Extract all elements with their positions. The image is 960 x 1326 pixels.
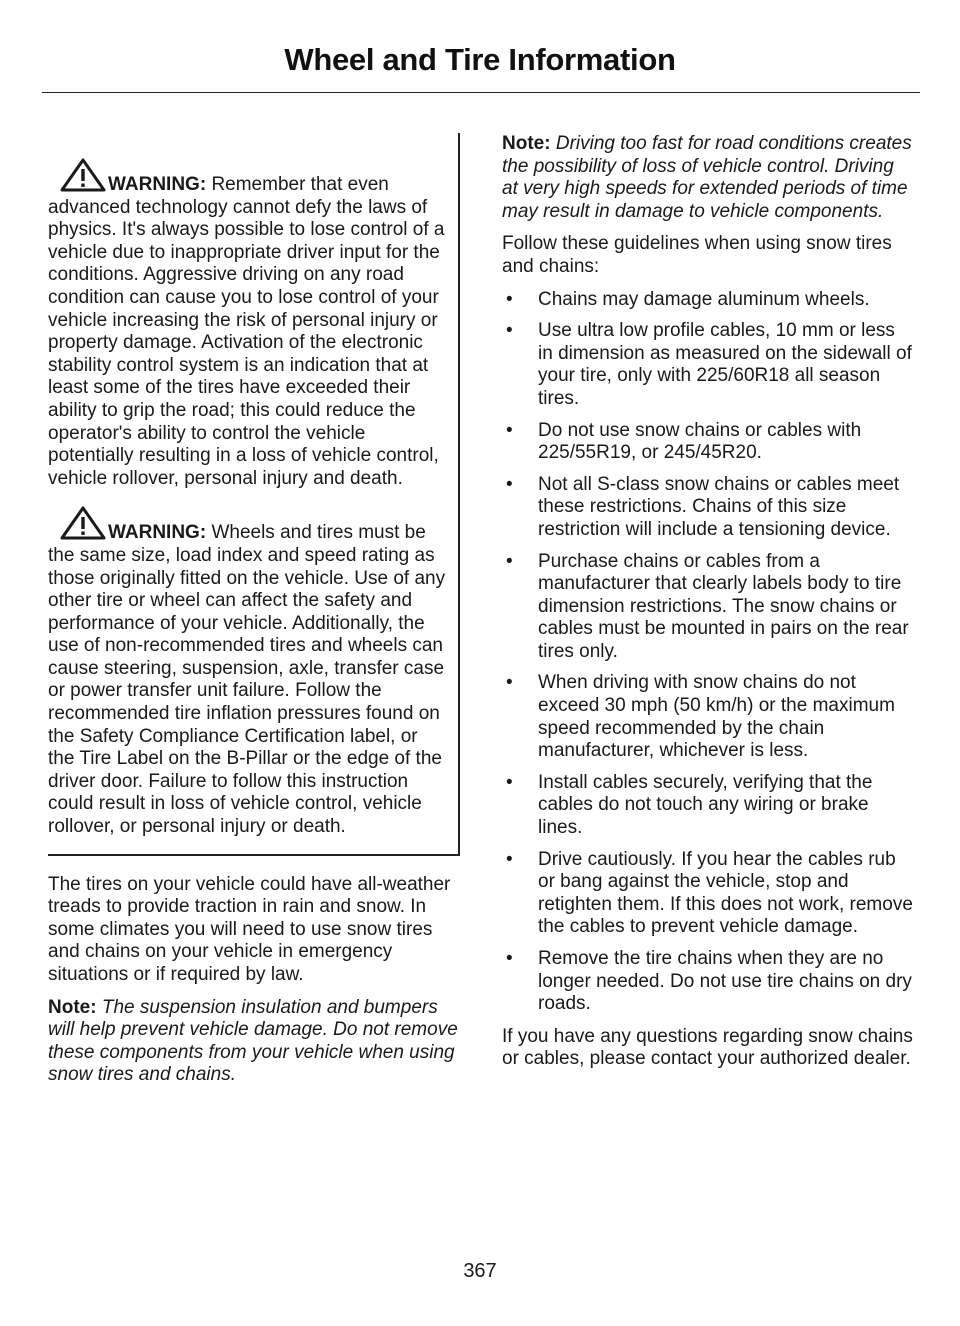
- list-item: • Install cables securely, verifying that the cables do not touch any wiring or brake lines.: [506, 771, 873, 839]
- page-title: Wheel and Tire Information: [284, 42, 676, 77]
- warning-block-2: [48, 506, 448, 838]
- guidelines-list: [502, 289, 914, 1016]
- note-text: Driving too fast for road conditions creates the possibility of loss of vehicle control. Driving at very high speeds for extended periods of time may result in damage to vehicle components.: [502, 133, 912, 222]
- list-item: • Do not use snow chains or cables with 225/55R19, or 245/45R20.: [506, 419, 862, 464]
- list-item: • Chains may damage aluminum wheels.: [506, 288, 870, 310]
- warning-box: [48, 133, 460, 856]
- warning-text: Wheels and tires must be the same size, load index and speed rating as those originally fitted on the vehicle. Use of any other tire or wheel can affect the safety and performance of your vehicle. Additionally, the use of non-recommended tires and wheels can cause steering, suspension, axle, transfer case or power transfer unit failure. Follow the recommended tire inflation pressures found on the Safety Compliance Certification label, or the Tire Label on the B-Pillar or the edge of the driver door. Failure to follow this instruction could result in loss of vehicle control, vehicle rollover, or personal injury or death.: [48, 522, 446, 838]
- page-number: 367: [463, 1260, 497, 1282]
- list-item: • When driving with snow chains do not exceed 30 mph (50 km/h) or the maximum speed recommended by the chain manufacturer, whichever is less.: [506, 672, 895, 762]
- warning-text: Remember that even advanced technology cannot defy the laws of physics. It's always possible to lose control of a vehicle due to inappropriate driver input for the conditions. Aggressive driving on any road condition can cause you to lose control of your vehicle increasing the risk of personal injury or property damage. Activation of the electronic stability control system is an indication that at least some of the tires have exceeded their ability to grip the road; this could reduce the operator's ability to control the vehicle potentially resulting in a loss of vehicle control, vehicle rollover, personal injury and death.: [48, 174, 445, 489]
- tires-paragraph: The tires on your vehicle could have all-weather treads to provide traction in rain and snow. In some climates you will need to use snow tires and chains on your vehicle in emergency situations or if required by law.: [48, 873, 451, 985]
- title-divider: [42, 92, 920, 93]
- left-column: [48, 133, 460, 1097]
- guidelines-intro: Follow these guidelines when using snow tires and chains:: [502, 233, 892, 277]
- list-item: • Purchase chains or cables from a manufacturer that clearly labels body to tire dimension restrictions. The snow chains or cables must be mounted in pairs on the rear tires only.: [506, 550, 909, 662]
- closing-paragraph: If you have any questions regarding snow chains or cables, please contact your authorized dealer.: [502, 1025, 913, 1070]
- right-column: [502, 133, 914, 1081]
- note-text: The suspension insulation and bumpers will help prevent vehicle damage. Do not remove these components from your vehicle when using snow tires and chains.: [48, 996, 458, 1086]
- warning-label: WARNING:: [108, 522, 207, 544]
- warning-label: WARNING:: [108, 174, 207, 195]
- list-item: • Remove the tire chains when they are no longer needed. Do not use tire chains on dry roads.: [506, 948, 912, 1015]
- warning-block-1: [48, 158, 448, 490]
- warning-triangle-icon: [60, 506, 106, 540]
- list-item: • Not all S-class snow chains or cables meet these restrictions. Chains of this size restriction will include a tensioning device.: [506, 473, 900, 540]
- list-item: • Use ultra low profile cables, 10 mm or less in dimension as measured on the sidewall of your tire, only with 225/60R18 all season tires.: [506, 320, 912, 409]
- note-label: Note:: [502, 133, 551, 154]
- list-item: • Drive cautiously. If you hear the cables rub or bang against the vehicle, stop and retighten them. If this does not work, remove the cables to prevent vehicle damage.: [506, 848, 913, 938]
- warning-triangle-icon: [60, 158, 106, 192]
- note-suspension: [48, 997, 460, 1087]
- note-label: Note:: [48, 996, 97, 1018]
- note-speed: [502, 133, 914, 223]
